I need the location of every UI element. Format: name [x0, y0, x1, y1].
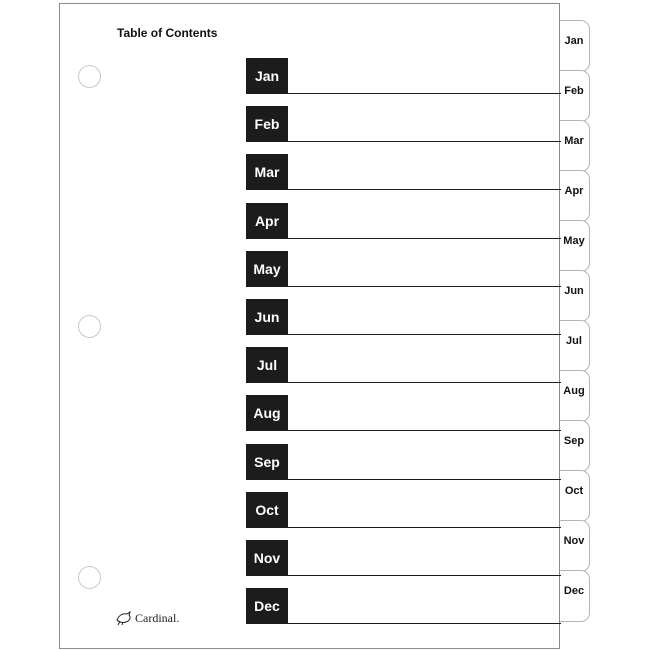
- entry-line: [288, 189, 561, 190]
- tab-label: Oct: [564, 485, 584, 497]
- tab-label: May: [563, 235, 585, 247]
- month-label: Mar: [246, 154, 288, 190]
- tab-may[interactable]: [556, 220, 590, 272]
- tab-aug[interactable]: [556, 370, 590, 422]
- tab-label: Jan: [564, 35, 584, 47]
- tab-oct[interactable]: [556, 470, 590, 522]
- toc-row: [246, 299, 561, 337]
- tab-feb[interactable]: [556, 70, 590, 122]
- punch-hole: [78, 315, 101, 338]
- month-label: Jul: [246, 347, 288, 383]
- month-label: Aug: [246, 395, 288, 431]
- toc-row: [246, 154, 561, 192]
- toc-row: [246, 492, 561, 530]
- toc-row: [246, 444, 561, 482]
- toc-row: [246, 347, 561, 385]
- month-label: Sep: [246, 444, 288, 480]
- entry-line: [288, 527, 561, 528]
- tab-nov[interactable]: [556, 520, 590, 572]
- tab-jun[interactable]: [556, 270, 590, 322]
- tab-mar[interactable]: [556, 120, 590, 172]
- entry-line: [288, 93, 561, 94]
- tab-label: Jul: [566, 335, 582, 347]
- toc-row: [246, 58, 561, 96]
- tab-label: Mar: [564, 135, 584, 147]
- tab-jul[interactable]: [556, 320, 590, 372]
- punch-hole: [78, 65, 101, 88]
- table-of-contents-title: Table of Contents: [117, 26, 218, 40]
- month-label: Apr: [246, 203, 288, 239]
- entry-line: [288, 575, 561, 576]
- entry-line: [288, 141, 561, 142]
- month-label: Dec: [246, 588, 288, 624]
- month-label: May: [246, 251, 288, 287]
- entry-line: [288, 286, 561, 287]
- entry-line: [288, 430, 561, 431]
- tab-label: Apr: [564, 185, 584, 197]
- entry-line: [288, 238, 561, 239]
- toc-row: [246, 203, 561, 241]
- toc-row: [246, 588, 561, 626]
- toc-row: [246, 540, 561, 578]
- tab-dec[interactable]: [556, 570, 590, 622]
- brand-logo: [115, 610, 179, 626]
- divider-sheet: [59, 3, 560, 649]
- entry-line: [288, 623, 561, 624]
- entry-line: [288, 334, 561, 335]
- month-label: Jun: [246, 299, 288, 335]
- tab-label: Aug: [563, 385, 585, 397]
- tab-label: Feb: [564, 85, 584, 97]
- tab-label: Nov: [563, 535, 585, 547]
- month-label: Nov: [246, 540, 288, 576]
- punch-hole: [78, 566, 101, 589]
- toc-row: [246, 251, 561, 289]
- tab-label: Jun: [564, 285, 584, 297]
- tab-label: Dec: [563, 585, 585, 597]
- entry-line: [288, 382, 561, 383]
- month-label: Feb: [246, 106, 288, 142]
- tab-sep[interactable]: [556, 420, 590, 472]
- tab-label: Sep: [563, 435, 585, 447]
- toc-row: [246, 106, 561, 144]
- toc-row: [246, 395, 561, 433]
- brand-name: Cardinal.: [135, 610, 180, 625]
- cardinal-bird-icon: [115, 610, 133, 626]
- month-label: Jan: [246, 58, 288, 94]
- month-label: Oct: [246, 492, 288, 528]
- tab-jan[interactable]: [556, 20, 590, 72]
- tab-apr[interactable]: [556, 170, 590, 222]
- index-tabs: [556, 20, 592, 638]
- entry-line: [288, 479, 561, 480]
